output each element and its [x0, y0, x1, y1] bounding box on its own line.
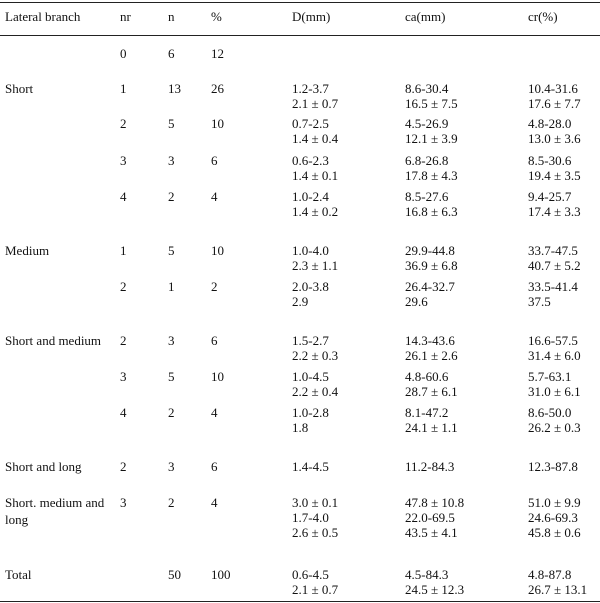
- top-rule: [0, 2, 600, 3]
- cell-nr: 1: [120, 81, 127, 96]
- row-label: long: [5, 512, 29, 527]
- cell-ca: 29.6: [405, 294, 428, 309]
- cell-ca: 24.1 ± 1.1: [405, 420, 458, 435]
- cell-ca: 6.8-26.8: [405, 153, 449, 168]
- cell-n: 3: [168, 459, 175, 474]
- cell-n: 50: [168, 567, 181, 582]
- cell-d: 0.6-4.5: [292, 567, 329, 582]
- cell-ca: 4.5-26.9: [405, 116, 449, 131]
- cell-nr: 4: [120, 189, 127, 204]
- row-label: Short. medium and: [5, 495, 105, 510]
- column-header-cr: cr(%): [528, 9, 558, 24]
- cell-percent: 10: [211, 369, 224, 384]
- cell-cr: 37.5: [528, 294, 551, 309]
- cell-cr: 24.6-69.3: [528, 510, 578, 525]
- cell-ca: 26.1 ± 2.6: [405, 348, 458, 363]
- cell-cr: 31.0 ± 6.1: [528, 384, 581, 399]
- cell-cr: 33.7-47.5: [528, 243, 578, 258]
- cell-cr: 13.0 ± 3.6: [528, 131, 581, 146]
- cell-percent: 6: [211, 459, 218, 474]
- cell-cr: 8.6-50.0: [528, 405, 572, 420]
- cell-n: 2: [168, 495, 175, 510]
- cell-ca: 8.6-30.4: [405, 81, 449, 96]
- cell-d: 1.4-4.5: [292, 459, 329, 474]
- cell-n: 2: [168, 405, 175, 420]
- cell-n: 6: [168, 46, 175, 61]
- cell-n: 5: [168, 116, 175, 131]
- cell-n: 3: [168, 333, 175, 348]
- cell-nr: 2: [120, 333, 127, 348]
- cell-percent: 6: [211, 333, 218, 348]
- row-label: Short and long: [5, 459, 82, 474]
- cell-ca: 8.1-47.2: [405, 405, 449, 420]
- cell-nr: 2: [120, 116, 127, 131]
- cell-d: 1.5-2.7: [292, 333, 329, 348]
- cell-d: 1.0-4.5: [292, 369, 329, 384]
- cell-ca: 4.5-84.3: [405, 567, 449, 582]
- cell-nr: 3: [120, 495, 127, 510]
- cell-cr: 5.7-63.1: [528, 369, 572, 384]
- row-label: Short: [5, 81, 34, 96]
- cell-d: 2.0-3.8: [292, 279, 329, 294]
- cell-nr: 4: [120, 405, 127, 420]
- cell-cr: 40.7 ± 5.2: [528, 258, 581, 273]
- cell-cr: 17.4 ± 3.3: [528, 204, 581, 219]
- cell-d: 0.6-2.3: [292, 153, 329, 168]
- cell-d: 3.0 ± 0.1: [292, 495, 339, 510]
- cell-d: 2.2 ± 0.4: [292, 384, 339, 399]
- column-header-label: Lateral branch: [5, 9, 81, 24]
- cell-n: 3: [168, 153, 175, 168]
- cell-ca: 8.5-27.6: [405, 189, 449, 204]
- cell-n: 1: [168, 279, 175, 294]
- cell-cr: 4.8-87.8: [528, 567, 572, 582]
- cell-ca: 17.8 ± 4.3: [405, 168, 458, 183]
- cell-ca: 28.7 ± 6.1: [405, 384, 458, 399]
- cell-d: 2.2 ± 0.3: [292, 348, 339, 363]
- row-label: Medium: [5, 243, 50, 258]
- cell-d: 1.0-4.0: [292, 243, 329, 258]
- cell-percent: 10: [211, 243, 224, 258]
- cell-cr: 4.8-28.0: [528, 116, 572, 131]
- header-rule: [0, 35, 600, 36]
- cell-d: 2.3 ± 1.1: [292, 258, 339, 273]
- cell-ca: 36.9 ± 6.8: [405, 258, 458, 273]
- cell-cr: 19.4 ± 3.5: [528, 168, 581, 183]
- cell-ca: 16.8 ± 6.3: [405, 204, 458, 219]
- cell-ca: 11.2-84.3: [405, 459, 455, 474]
- cell-d: 2.1 ± 0.7: [292, 96, 339, 111]
- cell-d: 2.6 ± 0.5: [292, 525, 339, 540]
- cell-percent: 4: [211, 405, 218, 420]
- cell-ca: 14.3-43.6: [405, 333, 455, 348]
- cell-percent: 12: [211, 46, 224, 61]
- cell-cr: 9.4-25.7: [528, 189, 572, 204]
- cell-n: 5: [168, 243, 175, 258]
- cell-cr: 12.3-87.8: [528, 459, 578, 474]
- cell-percent: 4: [211, 189, 218, 204]
- cell-percent: 26: [211, 81, 224, 96]
- cell-d: 1.2-3.7: [292, 81, 329, 96]
- cell-percent: 10: [211, 116, 224, 131]
- column-header-D: D(mm): [292, 9, 331, 24]
- cell-cr: 26.2 ± 0.3: [528, 420, 581, 435]
- cell-d: 2.1 ± 0.7: [292, 582, 339, 597]
- cell-nr: 1: [120, 243, 127, 258]
- cell-percent: 2: [211, 279, 218, 294]
- cell-cr: 26.7 ± 13.1: [528, 582, 588, 597]
- cell-cr: 10.4-31.6: [528, 81, 578, 96]
- cell-d: 1.8: [292, 420, 309, 435]
- cell-cr: 51.0 ± 9.9: [528, 495, 581, 510]
- cell-nr: 2: [120, 459, 127, 474]
- cell-percent: 6: [211, 153, 218, 168]
- cell-cr: 31.4 ± 6.0: [528, 348, 581, 363]
- cell-cr: 45.8 ± 0.6: [528, 525, 581, 540]
- cell-ca: 26.4-32.7: [405, 279, 455, 294]
- cell-d: 1.4 ± 0.1: [292, 168, 339, 183]
- cell-nr: 0: [120, 46, 127, 61]
- column-header-pct: %: [211, 9, 222, 24]
- cell-ca: 4.8-60.6: [405, 369, 449, 384]
- cell-d: 0.7-2.5: [292, 116, 329, 131]
- cell-d: 1.0-2.4: [292, 189, 329, 204]
- cell-nr: 3: [120, 153, 127, 168]
- cell-d: 1.7-4.0: [292, 510, 329, 525]
- cell-d: 1.4 ± 0.2: [292, 204, 339, 219]
- cell-ca: 16.5 ± 7.5: [405, 96, 458, 111]
- bottom-rule: [0, 601, 600, 602]
- cell-nr: 2: [120, 279, 127, 294]
- cell-d: 1.0-2.8: [292, 405, 329, 420]
- cell-nr: 3: [120, 369, 127, 384]
- cell-d: 2.9: [292, 294, 309, 309]
- cell-ca: 29.9-44.8: [405, 243, 455, 258]
- cell-cr: 16.6-57.5: [528, 333, 578, 348]
- row-label: Short and medium: [5, 333, 102, 348]
- cell-ca: 43.5 ± 4.1: [405, 525, 458, 540]
- cell-cr: 8.5-30.6: [528, 153, 572, 168]
- cell-percent: 4: [211, 495, 218, 510]
- cell-ca: 47.8 ± 10.8: [405, 495, 465, 510]
- column-header-ca: ca(mm): [405, 9, 446, 24]
- cell-cr: 17.6 ± 7.7: [528, 96, 581, 111]
- cell-n: 13: [168, 81, 181, 96]
- cell-percent: 100: [211, 567, 231, 582]
- cell-ca: 24.5 ± 12.3: [405, 582, 465, 597]
- cell-n: 2: [168, 189, 175, 204]
- column-header-nr: nr: [120, 9, 131, 24]
- column-header-n: n: [168, 9, 175, 24]
- row-label: Total: [5, 567, 32, 582]
- cell-d: 1.4 ± 0.4: [292, 131, 339, 146]
- cell-n: 5: [168, 369, 175, 384]
- cell-ca: 12.1 ± 3.9: [405, 131, 458, 146]
- cell-ca: 22.0-69.5: [405, 510, 455, 525]
- cell-cr: 33.5-41.4: [528, 279, 578, 294]
